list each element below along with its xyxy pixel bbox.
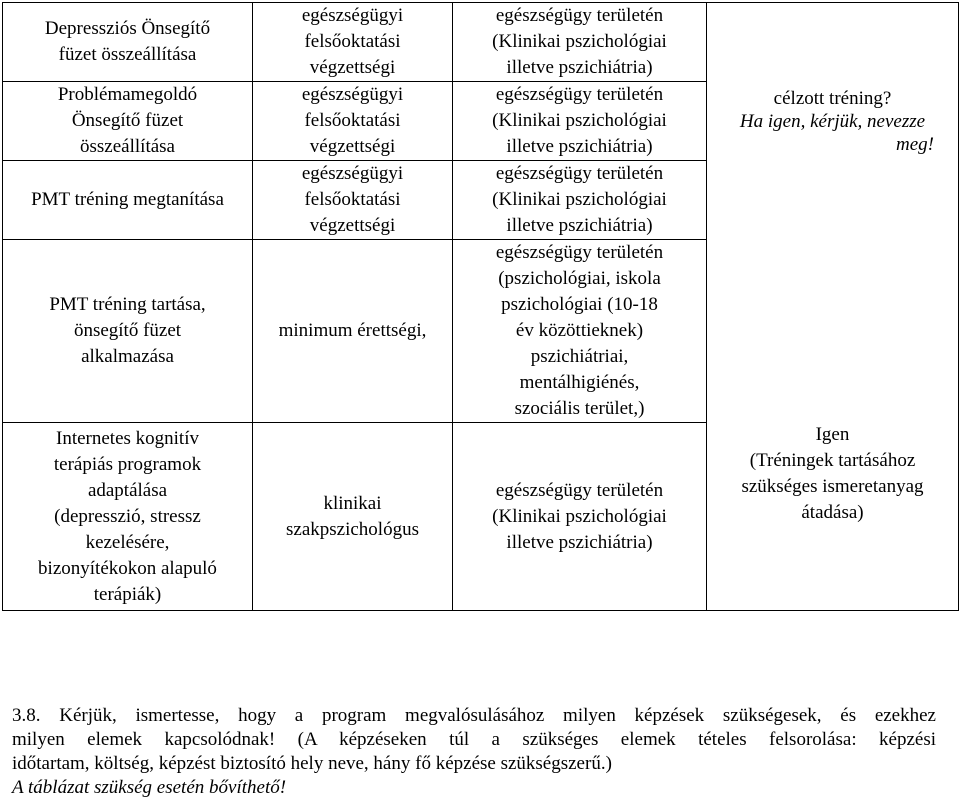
col4-header-line: célzott tréning? [773, 88, 892, 109]
cell-line: (Klinikai pszichológiai [492, 110, 667, 131]
cell-line: illetve pszichiátria) [506, 531, 653, 553]
cell-line: szociális terület,) [514, 398, 645, 419]
field-cell [453, 82, 707, 161]
training-table [2, 2, 959, 611]
cell-line: önsegítő füzet [73, 320, 182, 341]
cell-line: alkalmazása [81, 346, 174, 367]
cell-line: Internetes kognitív [56, 427, 199, 449]
note-italic-line: A táblázat szükség esetén bővíthető! [12, 777, 287, 798]
field-cell [453, 423, 707, 611]
cell-line: egészségügy területén [495, 163, 664, 184]
qualification-cell [253, 161, 453, 240]
cell-line: (depresszió, stressz [54, 505, 201, 527]
cell-line: PMT tréning megtanítása [31, 189, 224, 210]
cell-line: végzettségi [309, 215, 396, 236]
cell-line: egészségügy területén [495, 479, 664, 501]
cell-line: egészségügy területén [495, 84, 664, 105]
activity-cell [3, 423, 253, 611]
cell-line: egészségügy területén [495, 242, 664, 263]
cell-line: mentálhigiénés, [519, 372, 640, 393]
cell-line: pszichológiai (10-18 [501, 294, 658, 315]
cell-line: összeállítása [80, 136, 175, 157]
cell-line: bizonyítékokon alapuló [38, 557, 217, 579]
activity-cell [3, 161, 253, 240]
table-row [3, 3, 959, 82]
answer-line: (Tréningek tartásához [749, 450, 916, 471]
note-line: milyen elemek kapcsolódnak! (A képzéseken túl a szükséges elemek tételes felsorolása: képzési [12, 729, 936, 750]
field-cell [453, 161, 707, 240]
cell-line: pszichiátriai, [530, 346, 629, 367]
cell-line: kezelésére, [85, 531, 170, 553]
cell-line: illetve pszichiátria) [506, 215, 653, 236]
cell-line: (Klinikai pszichológiai [492, 31, 667, 52]
cell-line: terápiás programok [53, 453, 202, 475]
cell-line: illetve pszichiátria) [506, 136, 653, 157]
cell-line: év közöttieknek) [515, 320, 644, 341]
cell-line: adaptálása [87, 479, 168, 501]
note-line: időtartam, költség, képzést biztosító hely neve, hány fő képzése szükségszerű.) [12, 753, 612, 774]
qualification-cell [253, 82, 453, 161]
field-cell [453, 240, 707, 423]
training-answer-cell [707, 3, 959, 611]
cell-line: klinikai [323, 492, 382, 514]
cell-line: végzettségi [309, 57, 396, 78]
section-note [12, 704, 936, 800]
cell-line: egészségügyi [301, 84, 404, 105]
note-line: 3.8. Kérjük, ismertesse, hogy a program megvalósulásához milyen képzések szükségesek, és ezekhez [12, 705, 936, 726]
cell-line: illetve pszichiátria) [506, 57, 653, 78]
cell-line: egészségügyi [301, 163, 404, 184]
cell-line: végzettségi [309, 136, 396, 157]
answer-line: szükséges ismeretanyag [741, 476, 924, 497]
cell-line: PMT tréning tartása, [49, 294, 206, 315]
cell-line: Depressziós Önsegítő [44, 18, 211, 39]
cell-line: felsőoktatási [304, 31, 401, 52]
activity-cell [3, 240, 253, 423]
qualification-cell [253, 3, 453, 82]
cell-line: füzet összeállítása [58, 44, 197, 65]
cell-line: felsőoktatási [304, 189, 401, 210]
cell-line: (Klinikai pszichológiai [492, 505, 667, 527]
cell-line: egészségügy területén [495, 5, 664, 26]
activity-cell [3, 82, 253, 161]
field-cell [453, 3, 707, 82]
cell-line: egészségügyi [301, 5, 404, 26]
qualification-cell [253, 423, 453, 611]
cell-line: minimum érettségi, [278, 320, 427, 341]
cell-line: (pszichológiai, iskola [498, 268, 661, 289]
cell-line: felsőoktatási [304, 110, 401, 131]
activity-cell [3, 3, 253, 82]
col4-header-line: meg! [896, 134, 934, 155]
cell-line: Önsegítő füzet [71, 110, 184, 131]
answer-line: Igen [815, 424, 850, 445]
qualification-cell [253, 240, 453, 423]
cell-line: Problémamegoldó [57, 84, 198, 105]
col4-header-line: Ha igen, kérjük, nevezze [739, 111, 926, 132]
cell-line: terápiák) [93, 583, 162, 605]
answer-line: átadása) [801, 502, 864, 523]
cell-line: szakpszichológus [286, 518, 419, 540]
cell-line: (Klinikai pszichológiai [492, 189, 667, 210]
